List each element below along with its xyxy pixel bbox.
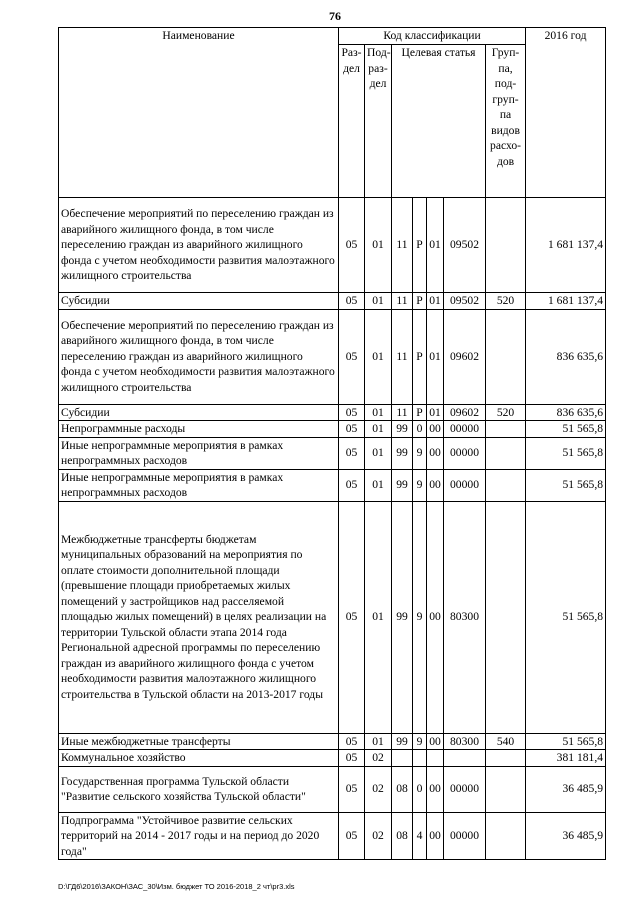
row-target-subprogram: 9	[413, 501, 427, 733]
row-target-direction: 00000	[444, 421, 486, 438]
row-name: Иные непрограммные мероприятия в рамках непрограммных расходов	[59, 437, 339, 469]
table-row	[59, 404, 606, 421]
row-target-program: 08	[392, 766, 413, 812]
row-target-main-event: 01	[427, 404, 444, 421]
row-expense-group	[486, 750, 526, 767]
row-target-direction: 80300	[444, 733, 486, 750]
table-row	[59, 750, 606, 767]
row-name: Иные непрограммные мероприятия в рамках непрограммных расходов	[59, 469, 339, 501]
row-target-direction: 09602	[444, 309, 486, 404]
row-target-direction: 80300	[444, 501, 486, 733]
header-podrazdel: Под-раз-дел	[365, 45, 392, 198]
row-target-subprogram: Р	[413, 293, 427, 310]
row-name: Подпрограмма "Устойчивое развитие сельских территорий на 2014 - 2017 годы и на период до 2020 года"	[59, 812, 339, 860]
row-name: Обеспечение мероприятий по переселению граждан из аварийного жилищного фонда, в том числе переселению граждан из аварийного жилищного фонда с учетом необходимости развития малоэтажного жилищного строительства	[59, 198, 339, 293]
header-target: Целевая статья	[392, 45, 486, 198]
row-target-subprogram: 0	[413, 421, 427, 438]
row-expense-group	[486, 309, 526, 404]
table-row	[59, 733, 606, 750]
row-target-direction: 09602	[444, 404, 486, 421]
row-podrazdel: 01	[365, 309, 392, 404]
row-target-main-event: 01	[427, 293, 444, 310]
row-target-program: 99	[392, 469, 413, 501]
table-row	[59, 469, 606, 501]
row-amount: 1 681 137,4	[526, 198, 606, 293]
row-expense-group	[486, 766, 526, 812]
row-amount: 51 565,8	[526, 501, 606, 733]
row-name: Государственная программа Тульской области "Развитие сельского хозяйства Тульской области"	[59, 766, 339, 812]
row-razdel: 05	[339, 309, 365, 404]
row-target-main-event	[427, 750, 444, 767]
header-group: Груп-па, под-груп-па видов расхо-дов	[486, 45, 526, 198]
row-razdel: 05	[339, 501, 365, 733]
row-target-direction: 00000	[444, 469, 486, 501]
row-target-subprogram: 9	[413, 469, 427, 501]
row-target-program: 11	[392, 293, 413, 310]
table-row	[59, 766, 606, 812]
row-amount: 51 565,8	[526, 421, 606, 438]
row-target-direction: 00000	[444, 437, 486, 469]
row-target-main-event: 00	[427, 766, 444, 812]
row-target-program: 11	[392, 309, 413, 404]
row-target-subprogram: Р	[413, 404, 427, 421]
table-row	[59, 309, 606, 404]
row-podrazdel: 02	[365, 766, 392, 812]
page-number: 76	[329, 9, 341, 23]
row-razdel: 05	[339, 404, 365, 421]
row-amount: 51 565,8	[526, 437, 606, 469]
row-amount: 51 565,8	[526, 733, 606, 750]
row-razdel: 05	[339, 437, 365, 469]
row-expense-group: 520	[486, 293, 526, 310]
table-row	[59, 437, 606, 469]
row-target-subprogram: 0	[413, 766, 427, 812]
row-target-subprogram: 9	[413, 733, 427, 750]
row-amount: 36 485,9	[526, 766, 606, 812]
row-name: Иные межбюджетные трансферты	[59, 733, 339, 750]
row-target-program	[392, 750, 413, 767]
row-target-main-event: 00	[427, 733, 444, 750]
row-expense-group	[486, 469, 526, 501]
row-razdel: 05	[339, 733, 365, 750]
row-expense-group	[486, 198, 526, 293]
row-target-direction: 00000	[444, 766, 486, 812]
row-name: Обеспечение мероприятий по переселению граждан из аварийного жилищного фонда, в том числе переселению граждан из аварийного жилищного фонда с учетом необходимости развития малоэтажного жилищного строительства	[59, 309, 339, 404]
header-classification: Код классификации	[339, 28, 526, 45]
row-expense-group	[486, 501, 526, 733]
row-amount: 836 635,6	[526, 309, 606, 404]
table-row	[59, 501, 606, 733]
row-target-program: 99	[392, 437, 413, 469]
row-target-subprogram: Р	[413, 198, 427, 293]
row-name: Межбюджетные трансферты бюджетам муниципальных образований на мероприятия по оплате стоимости дополнительной площади (превышение площади приобретаемых жилых помещений у застройщиков над расселяемой площадью жилых помещений) в целях реализации на территории Тульской области этапа 2014 года Региональной адресной программы по переселению граждан из аварийного жилищного фонда с учетом необходимости развития малоэтажного жилищного строительства в Тульской области на 2013-2017 годы	[59, 501, 339, 733]
row-expense-group: 520	[486, 404, 526, 421]
row-razdel: 05	[339, 421, 365, 438]
row-target-subprogram: Р	[413, 309, 427, 404]
table-row	[59, 812, 606, 860]
row-target-direction	[444, 750, 486, 767]
row-target-main-event: 00	[427, 501, 444, 733]
row-target-main-event: 00	[427, 437, 444, 469]
table-row	[59, 198, 606, 293]
table-row	[59, 293, 606, 310]
row-podrazdel: 01	[365, 733, 392, 750]
row-expense-group	[486, 437, 526, 469]
row-target-program: 99	[392, 501, 413, 733]
row-target-main-event: 00	[427, 469, 444, 501]
row-podrazdel: 01	[365, 501, 392, 733]
row-podrazdel: 01	[365, 198, 392, 293]
row-podrazdel: 01	[365, 421, 392, 438]
row-expense-group	[486, 812, 526, 860]
row-amount: 36 485,9	[526, 812, 606, 860]
row-amount: 836 635,6	[526, 404, 606, 421]
row-target-main-event: 00	[427, 812, 444, 860]
row-expense-group: 540	[486, 733, 526, 750]
row-razdel: 05	[339, 812, 365, 860]
row-target-direction: 09502	[444, 198, 486, 293]
row-podrazdel: 01	[365, 404, 392, 421]
file-path-footer: D:\ГД6\2016\ЗАКОН\ЗАС_30\Изм. бюджет ТО 2016-2018_2 чт\pr3.xls	[58, 882, 295, 891]
row-target-main-event: 00	[427, 421, 444, 438]
row-target-subprogram	[413, 750, 427, 767]
row-target-program: 99	[392, 733, 413, 750]
table-body	[59, 198, 606, 860]
row-podrazdel: 02	[365, 750, 392, 767]
row-amount: 1 681 137,4	[526, 293, 606, 310]
budget-table	[58, 27, 606, 860]
table-row	[59, 421, 606, 438]
row-amount: 51 565,8	[526, 469, 606, 501]
row-target-program: 99	[392, 421, 413, 438]
header-name: Наименование	[59, 28, 339, 198]
row-target-direction: 09502	[444, 293, 486, 310]
row-razdel: 05	[339, 198, 365, 293]
row-expense-group	[486, 421, 526, 438]
row-target-direction: 00000	[444, 812, 486, 860]
row-name: Непрограммные расходы	[59, 421, 339, 438]
row-target-program: 11	[392, 404, 413, 421]
row-razdel: 05	[339, 293, 365, 310]
row-name: Коммунальное хозяйство	[59, 750, 339, 767]
row-name: Субсидии	[59, 293, 339, 310]
row-podrazdel: 02	[365, 812, 392, 860]
row-podrazdel: 01	[365, 437, 392, 469]
row-razdel: 05	[339, 750, 365, 767]
row-name: Субсидии	[59, 404, 339, 421]
row-podrazdel: 01	[365, 469, 392, 501]
row-razdel: 05	[339, 766, 365, 812]
row-target-main-event: 01	[427, 309, 444, 404]
row-podrazdel: 01	[365, 293, 392, 310]
row-target-main-event: 01	[427, 198, 444, 293]
row-razdel: 05	[339, 469, 365, 501]
row-target-subprogram: 9	[413, 437, 427, 469]
row-target-program: 11	[392, 198, 413, 293]
row-target-program: 08	[392, 812, 413, 860]
header-razdel: Раз-дел	[339, 45, 365, 198]
header-year: 2016 год	[526, 28, 606, 198]
row-target-subprogram: 4	[413, 812, 427, 860]
row-amount: 381 181,4	[526, 750, 606, 767]
